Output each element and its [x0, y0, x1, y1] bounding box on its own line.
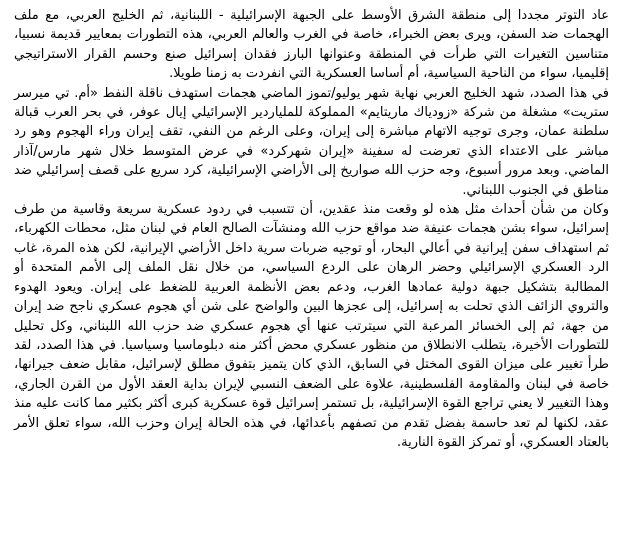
- paragraph-1: عاد التوتر مجددا إلى منطقة الشرق الأوسط على الجبهة الإسرائيلية - اللبنانية، ثم الخليج العربي، مع ملف الهجمات ضد السفن، ويرى بعض الخبراء، خاصة في الغرب والعالم العربي، هذه التطورات بمعايير قديمة نسبيا، متناسين التغيرات التي طرأت في المنطقة وعنوانها البارز فقدان إسرائيل صنع وحسم القرار الاستراتيجي إقليميا، سواء من الناحية السياسية، أم أساسا العسكرية التي انفردت به زمنا طويلا.: [14, 8, 609, 82]
- paragraph-3: وكان من شأن أحداث مثل هذه لو وقعت منذ عقدين، أن تتسبب في ردود عسكرية سريعة وقاسية من طرف إسرائيل، سواء بشن هجمات عنيفة ضد مواقع حزب الله ومنشآت الصالح العام في لبنان مثل، محطات الكهرباء، ثم استهداف سفن إيرانية في أعالي البحار، أو توجيه ضربات سرية داخل الأراضي الإيرانية، لكن هذه المرة، غاب الرد العسكري الإسرائيلي وحضر الرهان على الردع السياسي، من خلال نقل الملف إلى الأمم المتحدة أو المطالبة بتشكيل جبهة دولية عمادها الغرب، ودعم بعض الأنظمة العربية للضغط على إيران. ويعود الهدوء والتروي الزائف الذي تحلت به إسرائيل، إلى عجزها البين والواضح على شن أي هجوم عسكري ناجح ضد إيران من جهة، ثم إلى الخسائر المرعبة التي سيترتب عنها أي هجوم عسكري ضد حزب الله اللبناني، وكل تحليل للتطورات الأخيرة، يتطلب الانطلاق من منظور عسكري محض أكثر منه دبلوماسيا وسياسيا. في هذا الصدد، لقد طرأ تغيير على ميزان القوى المختل في السابق، الذي كان يتميز بتفوق مطلق لإسرائيل، مقابل ضعف جيرانها، خاصة في لبنان والمقاومة الفلسطينية، علاوة على الضعف النسبي لإيران بداية العقد الأول من القرن الجاري، وهذا التغيير لا يعني تراجع القوة الإسرائيلية، بل تستمر إسرائيل قوة عسكرية كبرى أكثر بكثير مما كانت عليه منذ عقد، لكنها لم تعد حاسمة بفضل تقدم من تصفهم بأعدائها، في هذه الحالة إيران وحزب الله، سواء تعلق الأمر بالعتاد العسكري، أو تمركز القوة النارية.: [14, 202, 609, 450]
- paragraph-2: في هذا الصدد، شهد الخليج العربي نهاية شهر يوليو/تموز الماضي هجمات استهدف ناقلة النفط «أم. تي ميرسر ستريت» مشغلة من شركة «زودياك ماريتايم» المملوكة للملياردير الإسرائيلي إيال عوفر، في بحر العرب قبالة سلطنة عمان، وجرى توجيه الاتهام مباشرة إلى إيران، وعلى الرغم من النفي، تقف إيران وراء الهجوم وهو رد مباشر على الاعتداء الذي تعرضت له سفينة «إيران شهركرد» في عرض المتوسط خلال شهر مارس/آذار الماضي. وبعد مرور أسبوع، وجه حزب الله صواريخ إلى الأراضي الإسرائيلية، كرد سريع على قصف إسرائيلي ضد مناطق في الجنوب اللبناني.: [14, 85, 609, 198]
